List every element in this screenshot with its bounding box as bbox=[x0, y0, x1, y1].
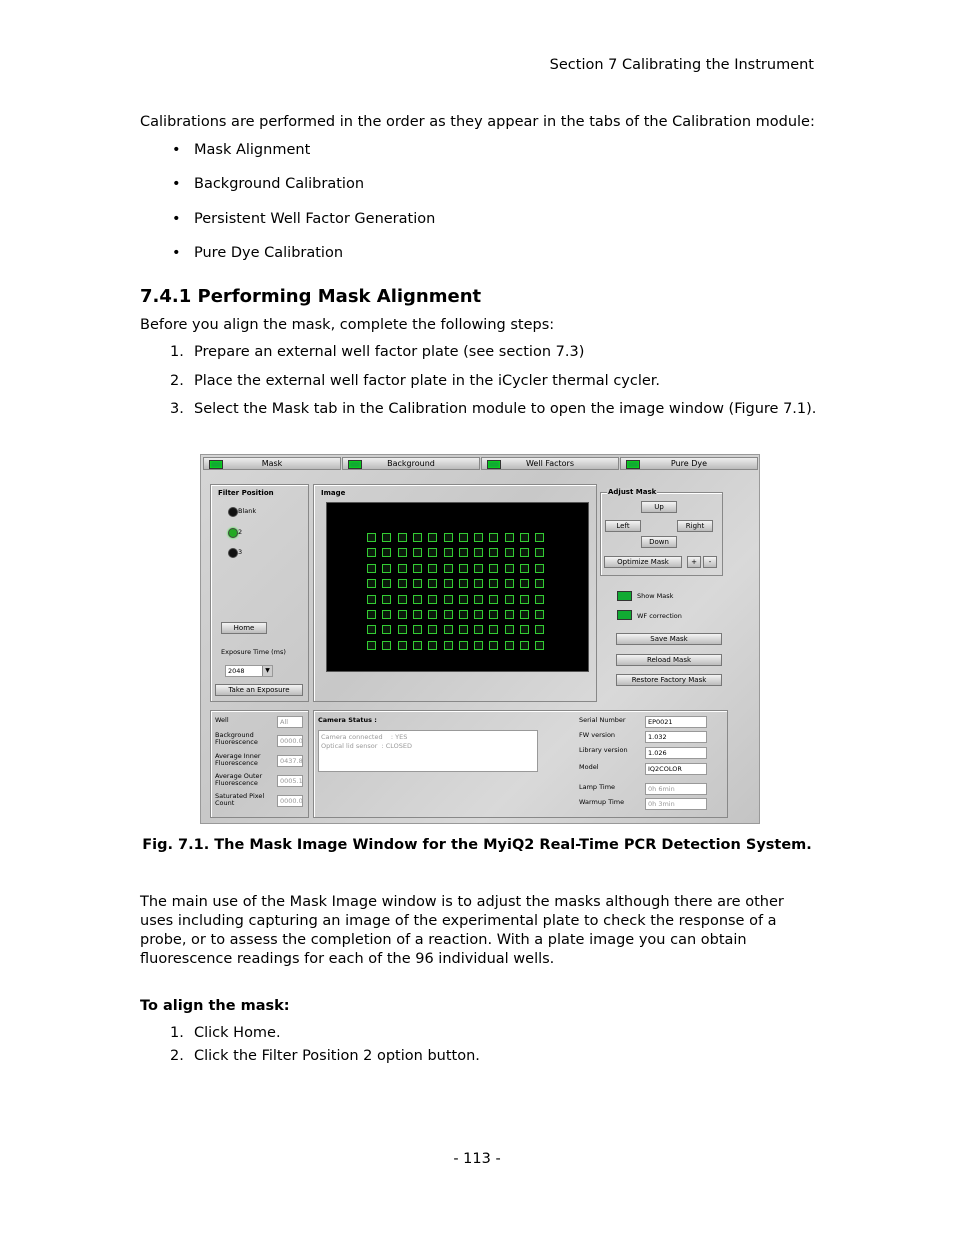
plate-well[interactable] bbox=[382, 533, 391, 542]
take-exposure-button[interactable]: Take an Exposure bbox=[215, 684, 303, 696]
plate-well[interactable] bbox=[367, 641, 376, 650]
plate-well[interactable] bbox=[489, 533, 498, 542]
plate-well[interactable] bbox=[474, 610, 483, 619]
filter-position-panel bbox=[210, 484, 309, 702]
plate-well[interactable] bbox=[474, 564, 483, 573]
plate-well[interactable] bbox=[382, 564, 391, 573]
lid-sensor-text: Optical lid sensor : CLOSED bbox=[321, 742, 413, 750]
chevron-down-icon[interactable]: ▼ bbox=[262, 666, 272, 676]
plate-well[interactable] bbox=[459, 641, 468, 650]
plate-well[interactable] bbox=[474, 595, 483, 604]
plate-well[interactable] bbox=[382, 548, 391, 557]
tab-mask[interactable]: Mask bbox=[203, 457, 341, 470]
plate-well[interactable] bbox=[428, 579, 437, 588]
intro-text: Calibrations are performed in the order as they appear in the tabs of the Calibration module: bbox=[140, 114, 815, 130]
plate-well[interactable] bbox=[382, 595, 391, 604]
mask-left-button[interactable]: Left bbox=[605, 520, 641, 532]
plate-well[interactable] bbox=[489, 625, 498, 634]
running-header: Section 7 Calibrating the Instrument bbox=[549, 57, 814, 73]
plate-well[interactable] bbox=[505, 579, 514, 588]
camera-connected-text: Camera connected : YES bbox=[321, 733, 408, 741]
plate-well[interactable] bbox=[367, 610, 376, 619]
well-field[interactable]: All bbox=[277, 716, 303, 728]
radio-blank-label: Blank bbox=[238, 507, 257, 515]
plate-well[interactable] bbox=[444, 641, 453, 650]
plate-well[interactable] bbox=[413, 595, 422, 604]
plate-well[interactable] bbox=[444, 595, 453, 604]
plate-well[interactable] bbox=[444, 533, 453, 542]
save-mask-button[interactable]: Save Mask bbox=[616, 633, 722, 645]
plate-well[interactable] bbox=[428, 548, 437, 557]
plate-well[interactable] bbox=[459, 533, 468, 542]
plate-well[interactable] bbox=[413, 625, 422, 634]
plate-well[interactable] bbox=[382, 625, 391, 634]
plate-well[interactable] bbox=[505, 610, 514, 619]
plate-well[interactable] bbox=[367, 579, 376, 588]
plate-well[interactable] bbox=[535, 579, 544, 588]
body-paragraph: The main use of the Mask Image window is to adjust the masks although there are other uses including capturing an image of the experimental plate to check the response of a probe, or to assess the completion of a reaction. With a plate image you can obtain fluorescence readings for each of the 96 individual wells. bbox=[140, 894, 784, 967]
lamp-time-field: 0h 6min bbox=[645, 783, 707, 795]
plate-well[interactable] bbox=[428, 625, 437, 634]
plate-well[interactable] bbox=[398, 533, 407, 542]
image-panel bbox=[313, 484, 597, 702]
camera-status-box bbox=[318, 730, 538, 772]
show-mask-label: Show Mask bbox=[637, 592, 674, 600]
well-info-panel bbox=[210, 710, 309, 818]
saturated-pixel-label: Saturated Pixel Count bbox=[215, 792, 265, 807]
camera-status-panel bbox=[313, 710, 728, 818]
plate-well[interactable] bbox=[535, 533, 544, 542]
plate-well[interactable] bbox=[474, 548, 483, 557]
plate-well[interactable] bbox=[398, 595, 407, 604]
wf-correction-label: WF correction bbox=[637, 612, 682, 620]
plate-well[interactable] bbox=[398, 610, 407, 619]
adjust-mask-panel bbox=[600, 488, 723, 576]
plate-well[interactable] bbox=[489, 564, 498, 573]
plate-well[interactable] bbox=[459, 548, 468, 557]
mask-right-button[interactable]: Right bbox=[677, 520, 713, 532]
plate-well[interactable] bbox=[428, 533, 437, 542]
warmup-time-field: 0h 3min bbox=[645, 798, 707, 810]
plate-well[interactable] bbox=[428, 641, 437, 650]
exposure-time-label: Exposure Time (ms) bbox=[221, 648, 286, 656]
plate-well[interactable] bbox=[474, 641, 483, 650]
plate-well[interactable] bbox=[474, 579, 483, 588]
fw-version-field: 1.032 bbox=[645, 731, 707, 743]
background-fluorescence-label: Background Fluorescence bbox=[215, 731, 258, 746]
mask-minus-button[interactable]: - bbox=[703, 556, 717, 568]
optimize-mask-button[interactable]: Optimize Mask bbox=[604, 556, 682, 568]
plate-well[interactable] bbox=[444, 548, 453, 557]
plate-well[interactable] bbox=[520, 595, 529, 604]
plate-well[interactable] bbox=[489, 641, 498, 650]
radio-blank[interactable] bbox=[228, 507, 238, 517]
home-button[interactable]: Home bbox=[221, 622, 267, 634]
plate-well[interactable] bbox=[398, 641, 407, 650]
plate-well[interactable] bbox=[459, 625, 468, 634]
plate-well[interactable] bbox=[444, 610, 453, 619]
plate-well[interactable] bbox=[459, 595, 468, 604]
plate-well[interactable] bbox=[459, 610, 468, 619]
filter-position-title: Filter Position bbox=[218, 489, 274, 497]
saturated-pixel-field: 0000.0 bbox=[277, 795, 303, 807]
plate-well[interactable] bbox=[520, 641, 529, 650]
average-outer-label: Average Outer Fluorescence bbox=[215, 772, 263, 787]
align-title: To align the mask: bbox=[140, 998, 290, 1014]
plate-well[interactable] bbox=[535, 625, 544, 634]
plate-well[interactable] bbox=[413, 533, 422, 542]
plate-well[interactable] bbox=[459, 564, 468, 573]
reload-mask-button[interactable]: Reload Mask bbox=[616, 654, 722, 666]
plate-well[interactable] bbox=[444, 564, 453, 573]
plate-well[interactable] bbox=[474, 625, 483, 634]
warmup-time-label: Warmup Time bbox=[579, 798, 625, 806]
plate-well[interactable] bbox=[413, 548, 422, 557]
plate-well[interactable] bbox=[535, 610, 544, 619]
plate-well[interactable] bbox=[520, 610, 529, 619]
plate-well[interactable] bbox=[474, 533, 483, 542]
plate-well[interactable] bbox=[398, 548, 407, 557]
mask-up-button[interactable]: Up bbox=[641, 501, 677, 513]
plate-well[interactable] bbox=[520, 548, 529, 557]
plate-well[interactable] bbox=[520, 579, 529, 588]
plate-well[interactable] bbox=[505, 625, 514, 634]
plate-well[interactable] bbox=[428, 564, 437, 573]
well-label: Well bbox=[215, 716, 229, 724]
section-title: 7.4.1 Performing Mask Alignment bbox=[140, 286, 482, 307]
model-field: IQ2COLOR bbox=[645, 763, 707, 775]
plate-well[interactable] bbox=[489, 610, 498, 619]
fw-version-label: FW version bbox=[579, 731, 616, 739]
plate-well[interactable] bbox=[367, 625, 376, 634]
radio-filter-2-label: 2 bbox=[238, 528, 243, 536]
radio-filter-2[interactable] bbox=[228, 528, 238, 538]
plate-well[interactable] bbox=[413, 564, 422, 573]
plate-well[interactable] bbox=[520, 564, 529, 573]
plate-well[interactable] bbox=[398, 579, 407, 588]
show-mask-checkbox[interactable] bbox=[617, 591, 632, 601]
plate-well[interactable] bbox=[382, 641, 391, 650]
plate-well[interactable] bbox=[459, 579, 468, 588]
tab-background[interactable]: Background bbox=[342, 457, 480, 470]
plate-well[interactable] bbox=[535, 641, 544, 650]
exposure-time-select[interactable]: 2048 ▼ bbox=[225, 665, 273, 677]
wf-correction-checkbox[interactable] bbox=[617, 610, 632, 620]
tab-well-factors[interactable]: Well Factors bbox=[481, 457, 619, 470]
image-label: Image bbox=[321, 489, 346, 497]
plate-well[interactable] bbox=[505, 533, 514, 542]
restore-factory-mask-button[interactable]: Restore Factory Mask bbox=[616, 674, 722, 686]
plate-well[interactable] bbox=[489, 548, 498, 557]
plate-well[interactable] bbox=[535, 548, 544, 557]
library-version-label: Library version bbox=[579, 746, 628, 754]
plate-well[interactable] bbox=[428, 610, 437, 619]
plate-well[interactable] bbox=[413, 610, 422, 619]
plate-well[interactable] bbox=[535, 595, 544, 604]
mask-down-button[interactable]: Down bbox=[641, 536, 677, 548]
plate-well[interactable] bbox=[413, 641, 422, 650]
plate-well[interactable] bbox=[367, 564, 376, 573]
library-version-field: 1.026 bbox=[645, 747, 707, 759]
plate-well[interactable] bbox=[505, 564, 514, 573]
serial-number-field: EP0021 bbox=[645, 716, 707, 728]
model-label: Model bbox=[579, 763, 599, 771]
plate-well[interactable] bbox=[505, 595, 514, 604]
radio-filter-3-label: 3 bbox=[238, 548, 243, 556]
plate-well[interactable] bbox=[520, 625, 529, 634]
page-number: - 113 - bbox=[453, 1151, 501, 1167]
plate-well[interactable] bbox=[428, 595, 437, 604]
plate-well[interactable] bbox=[489, 579, 498, 588]
average-inner-label: Average Inner Fluorescence bbox=[215, 752, 261, 767]
plate-well[interactable] bbox=[413, 579, 422, 588]
average-inner-field: 0437.8 bbox=[277, 755, 303, 767]
plate-well[interactable] bbox=[444, 625, 453, 634]
adjust-mask-title: Adjust Mask bbox=[608, 488, 657, 496]
radio-filter-3[interactable] bbox=[228, 548, 238, 558]
background-fluorescence-field: 0000.0 bbox=[277, 735, 303, 747]
plate-image[interactable] bbox=[326, 502, 589, 672]
plate-well[interactable] bbox=[444, 579, 453, 588]
lamp-time-label: Lamp Time bbox=[579, 783, 616, 791]
plate-well[interactable] bbox=[367, 533, 376, 542]
camera-status-title: Camera Status : bbox=[318, 716, 377, 724]
plate-well[interactable] bbox=[535, 564, 544, 573]
mask-plus-button[interactable]: + bbox=[687, 556, 701, 568]
mask-window-figure bbox=[200, 454, 760, 824]
plate-well[interactable] bbox=[367, 548, 376, 557]
figure-caption: Fig. 7.1. The Mask Image Window for the MyiQ2 Real-Time PCR Detection System. bbox=[142, 837, 812, 853]
before-steps-text: Before you align the mask, complete the following steps: bbox=[140, 317, 555, 333]
plate-well[interactable] bbox=[505, 548, 514, 557]
serial-number-label: Serial Number bbox=[579, 716, 626, 724]
plate-well[interactable] bbox=[367, 595, 376, 604]
plate-well[interactable] bbox=[398, 625, 407, 634]
plate-well[interactable] bbox=[520, 533, 529, 542]
average-outer-field: 0005.1 bbox=[277, 775, 303, 787]
plate-well[interactable] bbox=[398, 564, 407, 573]
plate-well[interactable] bbox=[382, 610, 391, 619]
plate-well[interactable] bbox=[489, 595, 498, 604]
tab-pure-dye[interactable]: Pure Dye bbox=[620, 457, 758, 470]
plate-well[interactable] bbox=[505, 641, 514, 650]
plate-well[interactable] bbox=[382, 579, 391, 588]
